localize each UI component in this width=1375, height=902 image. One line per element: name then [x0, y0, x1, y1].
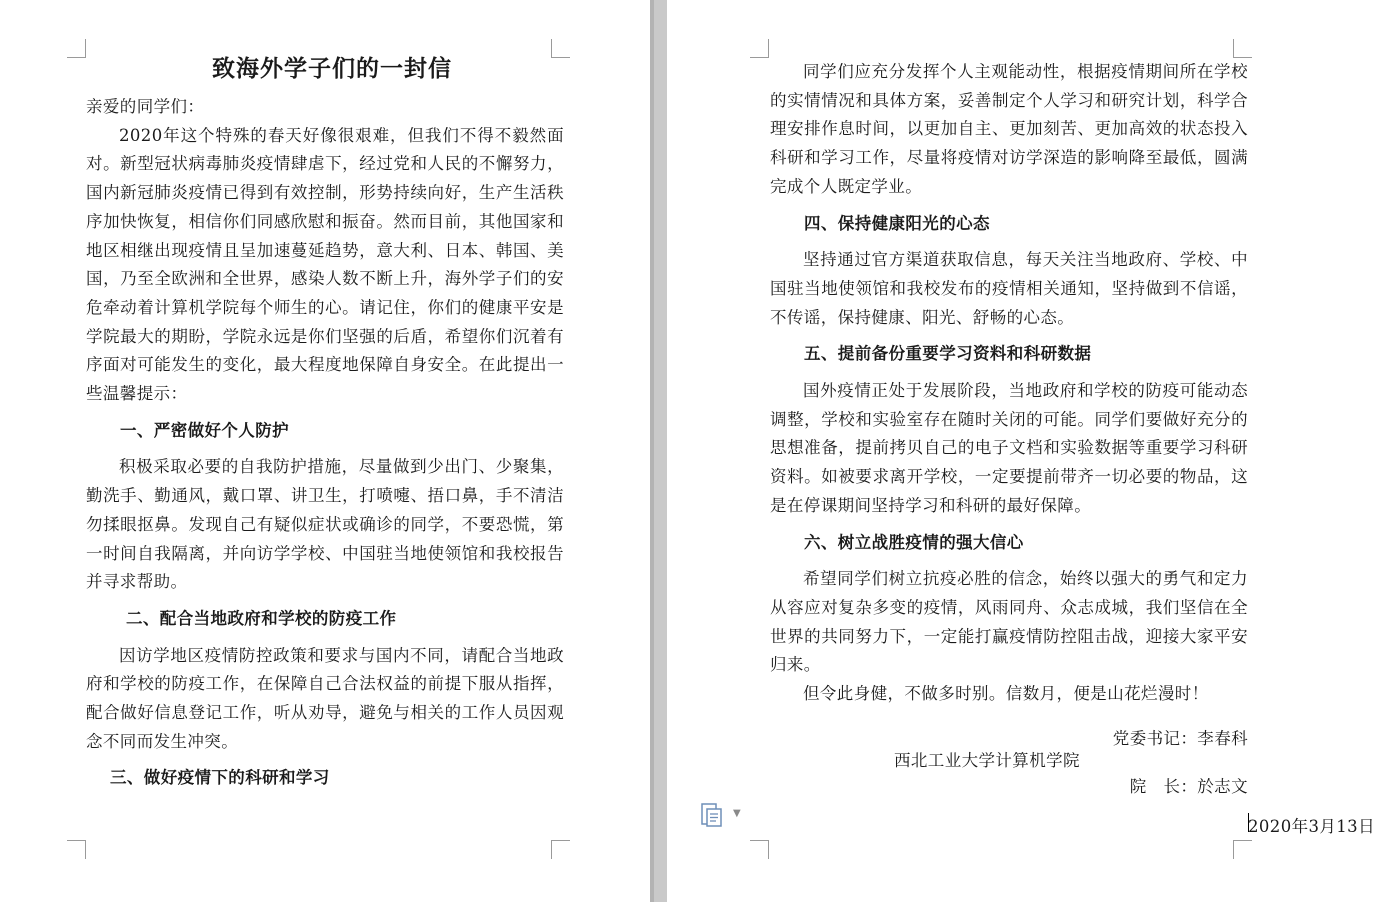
signature-school: 西北工业大学计算机学院	[894, 750, 1080, 770]
letter-date: 2020年3月13日	[1248, 816, 1375, 836]
section-4-paragraph: 坚持通过官方渠道获取信息，每天关注当地政府、学校、中国驻当地使领馆和我校发布的疫情相关通知，坚持做到不信谣，不传谣，保持健康、阳光、舒畅的心态。	[770, 250, 1248, 327]
section-3-heading: 三、做好疫情下的科研和学习	[110, 768, 330, 788]
crop-mark-bottom-left	[67, 840, 86, 859]
signature-spacer	[770, 709, 1248, 725]
chevron-down-icon[interactable]: ▼	[733, 808, 741, 819]
section-1-paragraph: 积极采取必要的自我防护措施，尽量做到少出门、少聚集，勤洗手、勤通风，戴口罩、讲卫生，打喷嚏、捂口鼻，手不清洁勿揉眼抠鼻。发现自己有疑似症状或确诊的同学，不要恐慌，第一时间自我隔离，并向访学学校、中国驻当地使领馆和我校报告并寻求帮助。	[86, 457, 564, 592]
crop-mark-bottom-left	[750, 840, 769, 859]
right-page-text[interactable]	[770, 58, 1375, 841]
left-page-text[interactable]	[86, 52, 564, 801]
closing-line: 但令此身健，不做多时别。信数月，便是山花烂漫时！	[803, 684, 1209, 704]
salutation: 亲爱的同学们：	[86, 97, 205, 116]
paste-options-icon[interactable]	[701, 801, 723, 827]
signature-dean: 院 长：於志文	[1129, 776, 1248, 796]
crop-mark-top-left	[750, 39, 769, 58]
crop-mark-bottom-right	[1233, 840, 1252, 859]
section-5-heading: 五、提前备份重要学习资料和科研数据	[804, 344, 1092, 364]
signature-line-dean	[770, 773, 1248, 813]
crop-mark-bottom-right	[551, 840, 570, 859]
section-5-paragraph: 国外疫情正处于发展阶段，当地政府和学校的防疫可能动态调整，学校和实验室存在随时关闭的可能。同学们要做好充分的思想准备，提前拷贝自己的电子文档和实验数据等重要学习科研资料。如被要求离开学校，一定要提前带齐一切必要的物品，这是在停课期间坚持学习和科研的最好保障。	[770, 381, 1248, 515]
letter-title: 致海外学子们的一封信	[212, 55, 452, 82]
signature-line-secretary	[770, 725, 1248, 749]
section-1-heading: 一、严密做好个人防护	[120, 420, 289, 440]
date-line	[770, 813, 1375, 841]
crop-mark-top-left	[67, 39, 86, 58]
section-4-heading: 四、保持健康阳光的心态	[804, 213, 990, 233]
section-6-paragraph: 希望同学们树立抗疫必胜的信念，始终以强大的勇气和定力从容应对复杂多变的疫情，风雨同舟、众志成城，我们坚信在全世界的共同努力下，一定能打赢疫情防控阻击战，迎接大家平安归来。	[770, 569, 1248, 675]
section-2-heading: 二、配合当地政府和学校的防疫工作	[126, 608, 397, 628]
section-6-heading: 六、树立战胜疫情的强大信心	[804, 532, 1024, 552]
section-3-paragraph: 同学们应充分发挥个人主观能动性，根据疫情期间所在学校的实情情况和具体方案，妥善制定个人学习和研究计划，科学合理安排作息时间，以更加自主、更加刻苦、更加高效的状态投入科研和学习工作，尽量将疫情对访学深造的影响降至最低，圆满完成个人既定学业。	[770, 62, 1248, 196]
section-2-paragraph: 因访学地区疫情防控政策和要求与国内不同，请配合当地政府和学校的防疫工作，在保障自己合法权益的前提下服从指挥，配合做好信息登记工作，听从劝导，避免与相关的工作人员因观念不同而发生冲突。	[86, 645, 564, 751]
page-gutter-edge	[650, 0, 654, 902]
document-page-right	[667, 0, 1375, 902]
intro-paragraph: 2020年这个特殊的春天好像很艰难，但我们不得不毅然面对。新型冠状病毒肺炎疫情肆虐下，经过党和人民的不懈努力，国内新冠肺炎疫情已得到有效控制，形势持续向好，生产生活秩序加快恢复，相信你们同感欣慰和振奋。然而目前，其他国家和地区相继出现疫情且呈加速蔓延趋势，意大利、日本、韩国、美国，乃至全欧洲和全世界，感染人数不断上升，海外学子们的安危牵动着计算机学院每个师生的心。请记住，你们的健康平安是学院最大的期盼，学院永远是你们坚强的后盾，希望你们沉着有序面对可能发生的变化，最大程度地保障自身安全。在此提出一些温馨提示：	[86, 125, 564, 404]
signature-line-school	[770, 749, 1248, 773]
crop-mark-top-right	[1233, 39, 1252, 58]
signature-secretary: 党委书记：李春科	[1112, 728, 1248, 748]
document-page-left	[0, 0, 650, 902]
